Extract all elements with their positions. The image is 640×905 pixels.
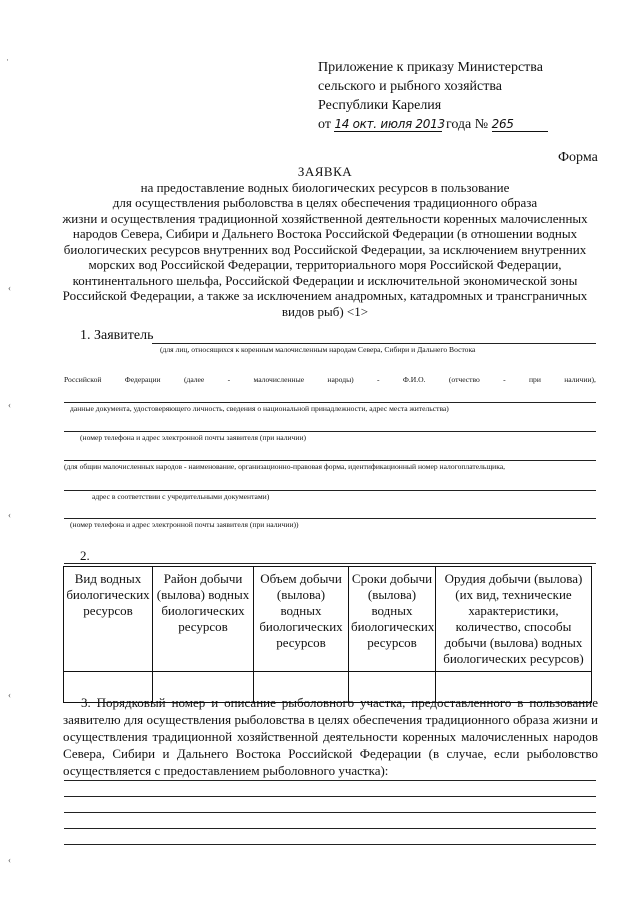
applicant-hint-2 — [64, 375, 596, 384]
scan-mark: ‹ — [8, 690, 11, 700]
scan-mark: ‹ — [8, 510, 11, 520]
order-date-number-line — [318, 115, 618, 134]
order-reference-block — [318, 58, 618, 134]
title-heading: ЗАЯВКА — [297, 164, 353, 179]
title-line: континентального шельфа, Российской Федерации и исключительной экономической зоны — [72, 272, 578, 288]
order-year-number-label: года № — [445, 117, 489, 132]
title-line: народов Севера, Сибири и Дальнего Востока Российской Федерации (в отношении водных — [72, 226, 578, 241]
community-input-line[interactable] — [64, 460, 596, 461]
section-3-input-line[interactable] — [64, 812, 596, 813]
column-header-fishing-gear: Орудия добычи (вылова) (их вид, технические характеристики, количество, способы добычи (вылова) водных биологических ресурсов) — [436, 567, 592, 672]
hint-word: - — [227, 375, 231, 384]
section-3-input-line[interactable] — [64, 796, 596, 797]
title-line: жизни и осуществления традиционной хозяйственной деятельности коренных малочисленных — [62, 210, 588, 226]
applicant-label: 1. Заявитель — [80, 328, 154, 343]
order-date-handwritten: 14 окт. июля 2013 — [334, 117, 445, 131]
section-3-input-line[interactable] — [64, 780, 596, 781]
title-line: Российской Федерации, а также за исключением анадромных, катадромных и трансграничных — [62, 288, 588, 303]
section-2-line — [64, 563, 596, 564]
table-header-row — [64, 567, 592, 672]
hint-word: Федерации — [124, 375, 161, 384]
community-input-line[interactable] — [64, 518, 596, 519]
order-number-handwritten: 265 — [492, 117, 548, 132]
section-3-input-line[interactable] — [64, 828, 596, 829]
applicant-input-line[interactable] — [64, 402, 596, 403]
applicant-hint-1: (для лиц, относящихся к коренным малочисленным народам Севера, Сибири и Дальнего Востока — [160, 345, 476, 354]
community-input-line[interactable] — [64, 490, 596, 491]
column-header-resource-type: Вид водных биологических ресурсов — [64, 567, 153, 672]
application-title — [60, 164, 590, 319]
section-3-paragraph: 3. Порядковый номер и описание рыболовного участка, предоставленного в пользование заявителю для осуществления рыболовства в целях обеспечения традиционного образа жизни и осуществления традиционной хозяйственной деятельности коренных малочисленных народов Севера, Сибири и Дальнего Востока Российской Федерации (в случае, если рыболовство осуществляется с предоставлением рыболовного участка): — [63, 695, 598, 778]
hint-word: (далее — [183, 375, 205, 384]
hint-word: - — [503, 375, 506, 384]
hint-word: Российской — [64, 375, 102, 384]
hint-word: малочисленные — [253, 375, 305, 384]
community-hint-1: (для общин малочисленных народов - наименование, организационно-правовая форма, идентификационный номер налогоплательщика, — [64, 462, 506, 471]
hint-word: при — [528, 375, 541, 384]
column-header-catch-period: Сроки добычи (вылова) водных биологических ресурсов — [349, 567, 436, 672]
title-line: для осуществления рыболовства в целях обеспечения традиционного образа — [112, 195, 538, 210]
order-header-line-1: Приложение к приказу Министерства — [318, 60, 543, 75]
applicant-hint-3: данные документа, удостоверяющего личность, сведения о национальной принадлежности, адрес места жительства) — [70, 404, 449, 413]
hint-word: народы) — [327, 375, 354, 384]
hint-word: - — [377, 375, 380, 384]
applicant-input-line[interactable] — [152, 343, 596, 344]
order-header-line-2: сельского и рыбного хозяйства — [318, 79, 502, 94]
hint-word: (отчество — [448, 375, 480, 384]
title-line: видов рыб) <1> — [281, 303, 369, 319]
scan-mark: ‹ — [8, 855, 11, 865]
order-prefix: от — [318, 117, 331, 132]
section-3-input-line[interactable] — [64, 844, 596, 845]
scan-mark: ‹ — [8, 400, 11, 410]
hint-word: Ф.И.О. — [402, 375, 426, 384]
order-header-line-3: Республики Карелия — [318, 98, 442, 113]
community-hint-3: (номер телефона и адрес электронной почты заявителя (при наличии)) — [70, 520, 299, 529]
title-line: морских вод Российской Федерации, территориального моря Российской Федерации, — [88, 257, 562, 272]
section-2-label: 2. — [80, 548, 90, 563]
resources-table — [63, 566, 592, 703]
title-line: биологических ресурсов внутренних вод Российской Федерации, за исключением внутренних — [63, 241, 587, 257]
title-line: на предоставление водных биологических ресурсов в пользование — [140, 179, 510, 195]
scan-mark: · — [6, 55, 9, 65]
column-header-catch-volume: Объем добычи (вылова) водных биологических ресурсов — [254, 567, 349, 672]
column-header-fishing-area: Район добычи (вылова) водных биологических ресурсов — [153, 567, 254, 672]
community-hint-2: адрес в соответствии с учредительными документами) — [92, 492, 270, 501]
hint-word: наличии), — [564, 375, 596, 384]
applicant-hint-4: (номер телефона и адрес электронной почты заявителя (при наличии) — [80, 433, 307, 442]
scan-mark: ‹ — [8, 283, 11, 293]
applicant-input-line[interactable] — [64, 431, 596, 432]
form-label: Форма — [558, 150, 598, 165]
